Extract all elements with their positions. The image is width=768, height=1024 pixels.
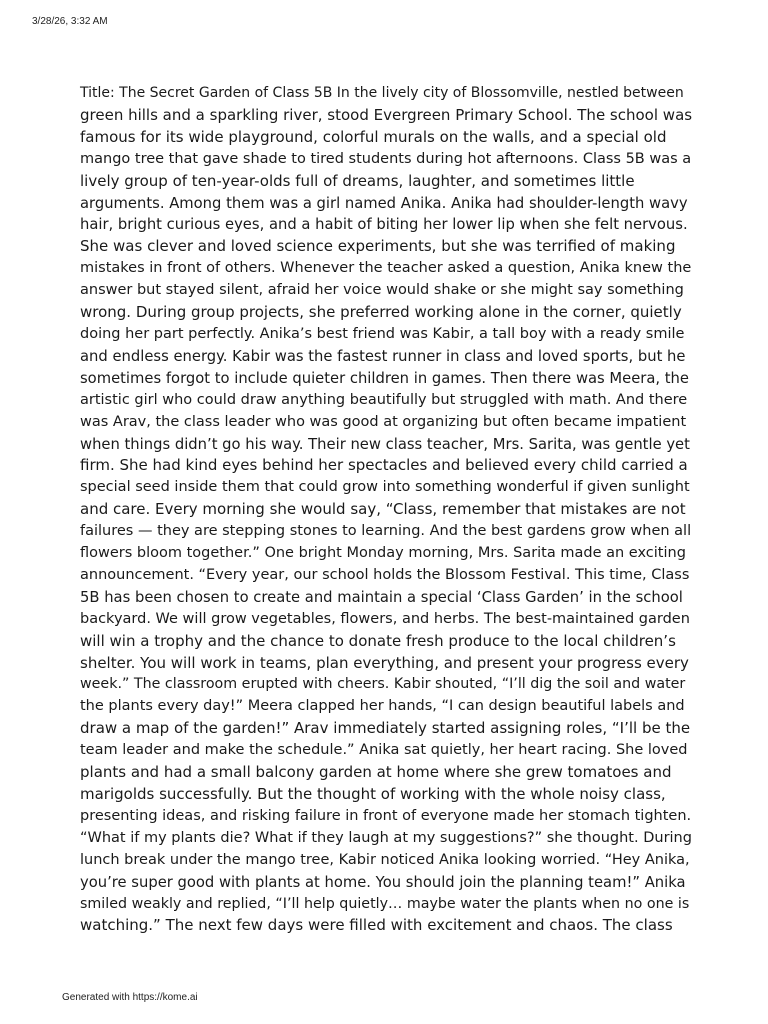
story-line: doing her part perfectly. Anika’s best friend was Kabir, a tall boy with a ready smile — [80, 325, 685, 342]
story-line: sometimes forgot to include quieter children in games. Then there was Meera, the — [80, 369, 689, 387]
story-line: was Arav, the class leader who was good at organizing but often became impatient — [80, 413, 687, 430]
story-line: wrong. During group projects, she preferred working alone in the corner, quietly — [80, 303, 682, 322]
story-line: will win a trophy and the chance to donate fresh produce to the local children’s — [80, 631, 676, 650]
story-line: watching.” The next few days were filled with excitement and chaos. The class — [80, 916, 673, 935]
story-line: you’re super good with plants at home. You should join the planning team!” Anika — [80, 873, 686, 891]
story-line: Title: The Secret Garden of Class 5B In the lively city of Blossomville, nestled between — [80, 85, 684, 101]
story-line: marigolds successfully. But the thought of working with the whole noisy class, — [80, 785, 666, 803]
story-line: draw a map of the garden!” Arav immediately started assigning roles, “I’ll be the — [80, 719, 691, 738]
story-line: arguments. Among them was a girl named Anika. Anika had shoulder-length wavy — [80, 194, 688, 212]
story-line: mango tree that gave shade to tired students during hot afternoons. Class 5B was a — [80, 150, 692, 167]
story-line: lunch break under the mango tree, Kabir noticed Anika looking worried. “Hey Anika, — [80, 851, 690, 868]
story-line: announcement. “Every year, our school holds the Blossom Festival. This time, Class — [80, 566, 690, 583]
story-line: 5B has been chosen to create and maintain a special ‘Class Garden’ in the school — [80, 588, 683, 606]
story-line: backyard. We will grow vegetables, flowers, and herbs. The best-maintained garden — [80, 610, 690, 627]
story-line: famous for its wide playground, colorful murals on the walls, and a special old — [80, 127, 667, 146]
print-timestamp: 3/28/26, 3:32 AM — [32, 16, 108, 27]
story-line: team leader and make the schedule.” Anika sat quietly, her heart racing. She loved — [80, 742, 688, 759]
story-line: shelter. You will work in teams, plan everything, and present your progress every — [80, 653, 689, 672]
story-line: “What if my plants die? What if they laugh at my suggestions?” she thought. During — [80, 829, 692, 846]
story-line: flowers bloom together.” One bright Monday morning, Mrs. Sarita made an exciting — [80, 545, 686, 562]
story-line: smiled weakly and replied, “I’ll help quietly… maybe water the plants when no one is — [80, 895, 690, 912]
story-line: and care. Every morning she would say, “Class, remember that mistakes are not — [80, 500, 686, 519]
story-line: failures — they are stepping stones to learning. And the best gardens grow when all — [80, 523, 692, 540]
story-line: when things didn’t go his way. Their new class teacher, Mrs. Sarita, was gentle yet — [80, 435, 690, 453]
story-line: the plants every day!” Meera clapped her hands, “I can design beautiful labels and — [80, 698, 685, 715]
story-line: mistakes in front of others. Whenever the teacher asked a question, Anika knew the — [80, 260, 692, 277]
story-line: firm. She had kind eyes behind her spectacles and believed every child carried a — [80, 456, 688, 475]
story-line: hair, bright curious eyes, and a habit of biting her lower lip when she felt nervous. — [80, 216, 688, 234]
story-line: artistic girl who could draw anything beautifully but struggled with math. And there — [80, 391, 688, 408]
story-line: week.” The classroom erupted with cheers. Kabir shouted, “I’ll dig the soil and water — [80, 676, 686, 693]
story-line: lively group of ten-year-olds full of dreams, laughter, and sometimes little — [80, 171, 635, 190]
story-line: green hills and a sparkling river, stood Evergreen Primary School. The school was — [80, 105, 693, 124]
story-line: special seed inside them that could grow into something wonderful if given sunlight — [80, 479, 690, 496]
generated-with-footer: Generated with https://kome.ai — [62, 992, 198, 1003]
story-line: and endless energy. Kabir was the fastest runner in class and loved sports, but he — [80, 347, 686, 365]
story-line: She was clever and loved science experiments, but she was terrified of making — [80, 237, 676, 256]
story-line: answer but stayed silent, afraid her voice would shake or she might say something — [80, 282, 684, 299]
story-line: plants and had a small balcony garden at home where she grew tomatoes and — [80, 763, 672, 782]
story-body — [80, 83, 692, 937]
story-line: presenting ideas, and risking failure in front of everyone made her stomach tighten. — [80, 807, 692, 824]
